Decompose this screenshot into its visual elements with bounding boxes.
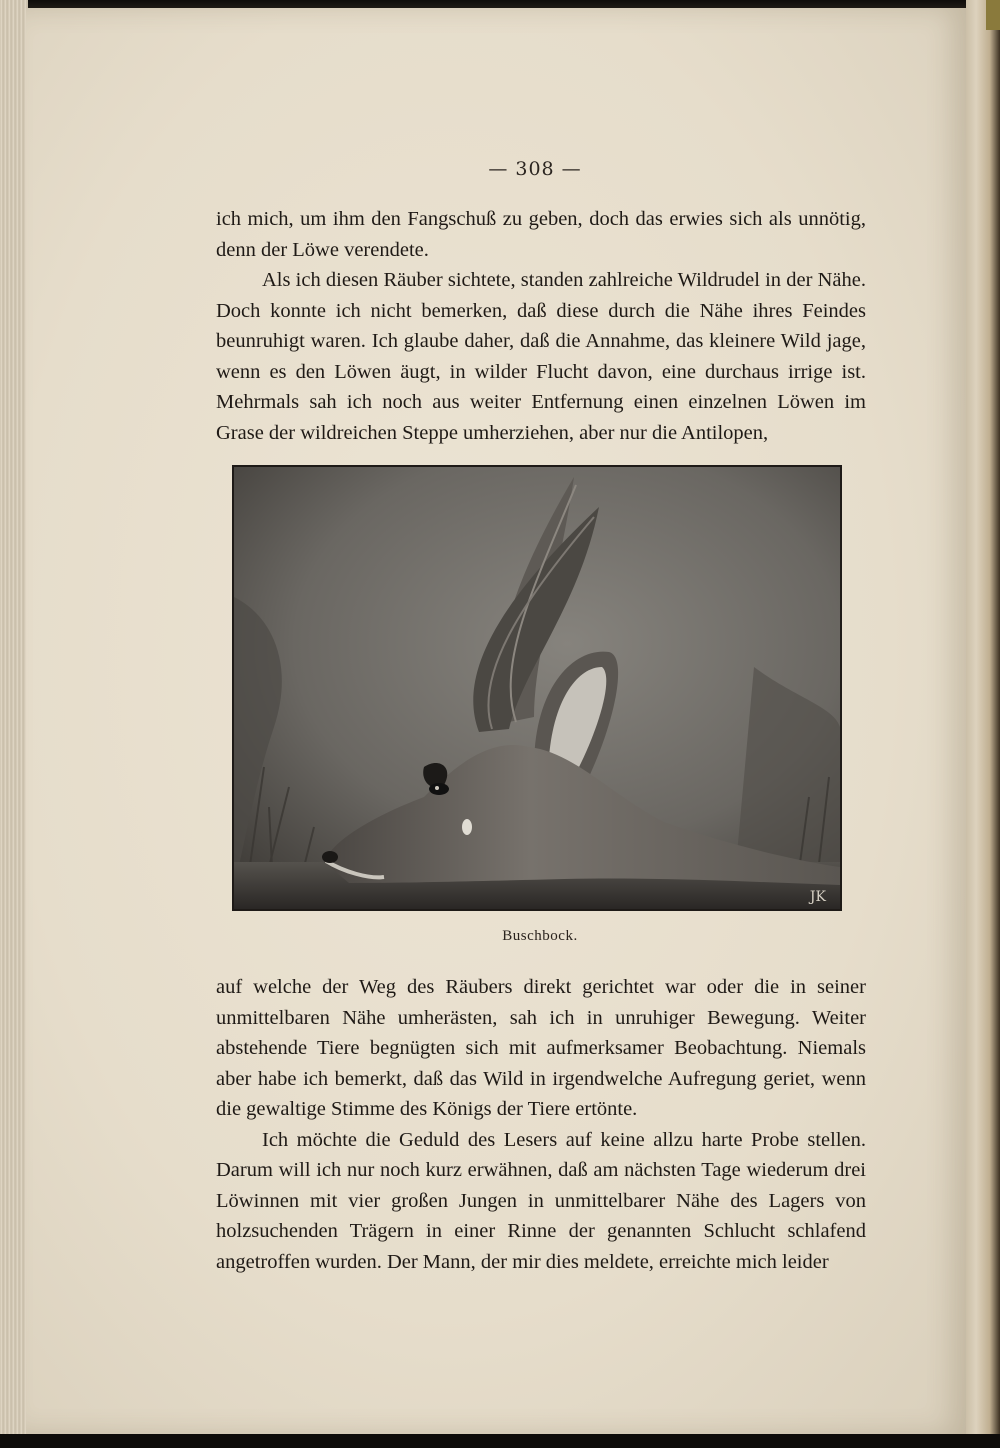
text-block-bottom	[216, 972, 866, 1277]
figure-caption: Buschbock.	[502, 928, 578, 944]
binding-gilt	[986, 0, 1000, 30]
page-stack-left	[0, 0, 28, 1448]
page-number: — 308 —	[488, 158, 582, 180]
photographer-monogram: JK	[809, 889, 826, 905]
paragraph: ich mich, um ihm den Fangschuß zu geben, doch das erwies sich als unnötig, denn der Löwe verendete.	[216, 208, 866, 261]
bushbuck-photograph	[234, 467, 840, 909]
page-edge-right	[966, 0, 1000, 1448]
scan-border-bottom	[0, 1434, 1000, 1448]
paragraph: auf welche der Weg des Räubers direkt gerichtet war oder die in seiner unmittelbaren Nähe umherästen, sah ich in unruhiger Bewegung. Weiter abstehende Tiere begnügten sich mit aufmerksamer Beobachtung. Niemals aber habe ich bemerkt, daß das Wild in irgendwelche Aufregung geriet, wenn die gewaltige Stimme des Königs der Tiere ertönte.	[216, 976, 866, 1120]
paragraph: Ich möchte die Geduld des Lesers auf keine allzu harte Probe stellen. Darum will ich nur noch kurz erwähnen, daß am nächsten Tage wiederum drei Löwinnen mit vier großen Jungen in unmittelbarer Nähe des Lagers von holzsuchenden Trägern in einer Rinne der genannten Schlucht schlafend angetroffen wurden. Der Mann, der mir dies meldete, erreichte mich leider	[216, 1128, 866, 1273]
text-block-top	[216, 204, 866, 448]
figure-plate	[232, 465, 842, 911]
paragraph: Als ich diesen Räuber sichtete, standen zahlreiche Wildrudel in der Nähe. Doch konnte ich nicht bemerken, daß diese durch die Nähe ihres Feindes beunruhigt waren. Ich glaube daher, daß die Annahme, das kleinere Wild jage, wenn es den Löwen äugt, in wilder Flucht davon, eine durchaus irrige ist. Mehrmals sah ich noch aus weiter Entfernung einen einzelnen Löwen im Grase der wildreichen Steppe umherziehen, aber nur die Antilopen,	[216, 269, 866, 444]
